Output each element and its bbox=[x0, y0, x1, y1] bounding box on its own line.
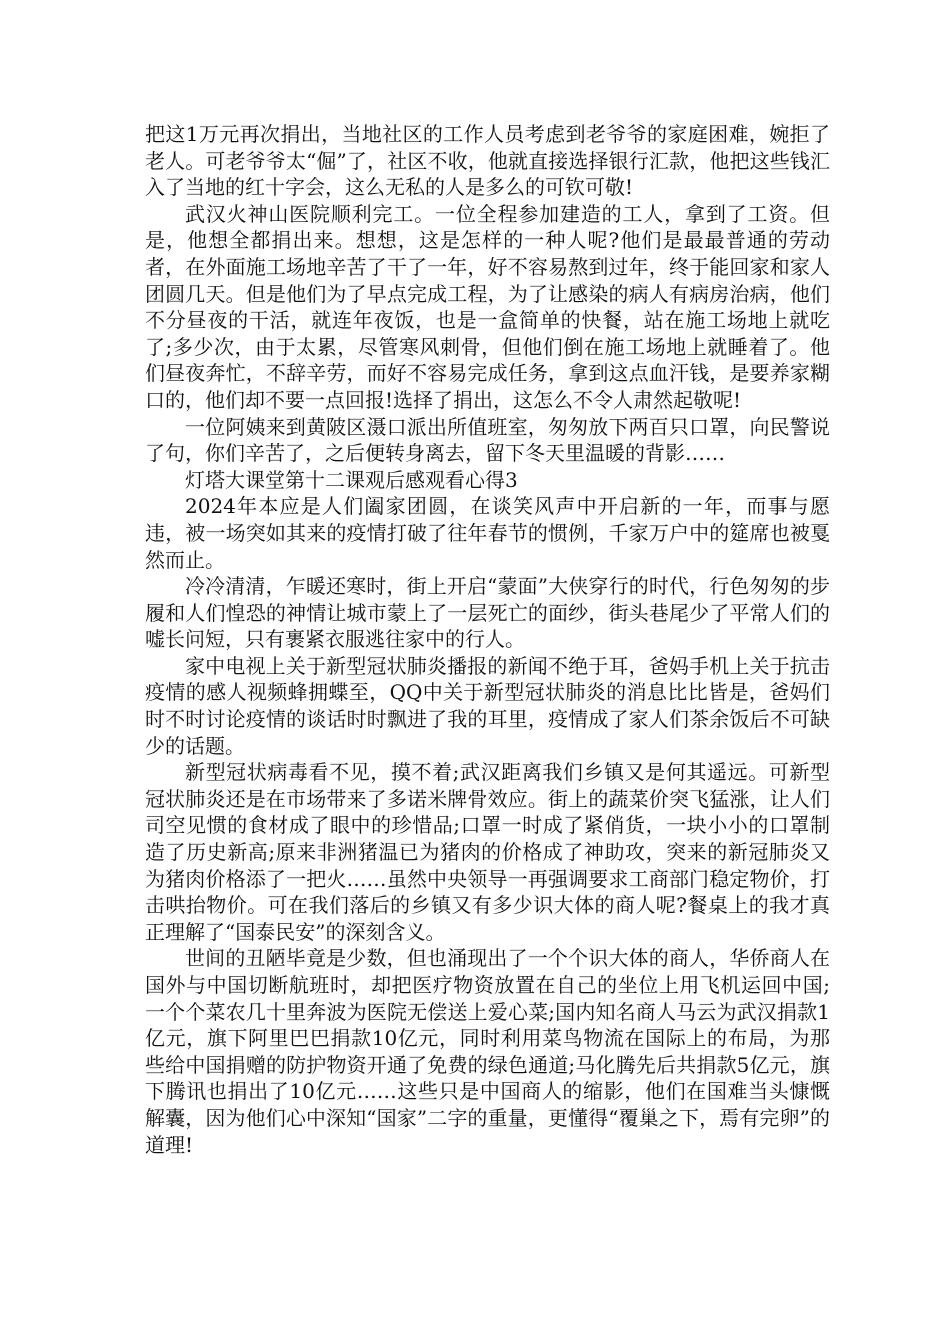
paragraph-7: 新型冠状病毒看不见，摸不着;武汉距离我们乡镇又是何其遥远。可新型冠状肺炎还是在市场带来了多诺米牌骨效应。街上的蔬菜价突飞猛涨，让人们司空见惯的食材成了眼中的珍惜品;口罩一时成了紧俏货，一块小小的口罩制造了历史新高;原来非洲猪温已为猪肉的价格成了神助攻，突来的新冠肺炎又为猪肉价格添了一把火……虽然中央领导一再强调要求工商部门稳定物价，打击哄抬物价。可在我们落后的乡镇又有多少识大体的商人呢?餐桌上的我才真正理解了“国泰民安”的深刻含义。 bbox=[145, 760, 830, 944]
paragraph-6: 家中电视上关于新型冠状肺炎播报的新闻不绝于耳，爸妈手机上关于抗击疫情的感人视频蜂拥蝶至，QQ中关于新型冠状肺炎的消息比比皆是，爸妈们时不时讨论疫情的谈话时时飘进了我的耳里，疫情成了家人们茶余饭后不可缺少的话题。 bbox=[145, 653, 830, 758]
paragraph-1: 把这1万元再次捐出，当地社区的工作人员考虑到老爷爷的家庭困难，婉拒了老人。可老爷爷太“倔”了，社区不收，他就直接选择银行汇款，他把这些钱汇入了当地的红十字会，这么无私的人是多么的可钦可敬! bbox=[145, 122, 830, 200]
paragraph-8: 世间的丑陋毕竟是少数，但也涌现出了一个个识大体的商人，华侨商人在国外与中国切断航班时，却把医疗物资放置在自己的坐位上用飞机运回中国;一个个菜农几十里奔波为医院无偿送上爱心菜;国内知名商人马云为武汉捐款1亿元，旗下阿里巴巴捐款10亿元，同时利用菜鸟物流在国际上的布局，为那些给中国捐赠的防护物资开通了免费的绿色通道;马化腾先后共捐款5亿元，旗下腾讯也捐出了10亿元……这些只是中国商人的缩影，他们在国难当头慷慨解囊，因为他们心中深知“国家”二字的重量，更懂得“覆巢之下，焉有完卵”的道理! bbox=[145, 946, 830, 1157]
document-body bbox=[145, 121, 830, 1158]
paragraph-3: 一位阿姨来到黄陂区滠口派出所值班室，匆匆放下两百只口罩，向民警说了句，你们辛苦了，之后便转身离去，留下冬天里温暖的背影…… bbox=[145, 414, 830, 466]
paragraph-2: 武汉火神山医院顺利完工。一位全程参加建造的工人，拿到了工资。但是，他想全都捐出来。想想，这是怎样的一种人呢?他们是最最普通的劳动者，在外面施工场地辛苦了干了一年，好不容易熬到过年，终于能回家和家人团圆几天。但是他们为了早点完成工程，为了让感染的病人有病房治病，他们不分昼夜的干活，就连年夜饭，也是一盒简单的快餐，站在施工场地上就吃了;多少次，由于太累，尽管寒风刺骨，但他们倒在施工场地上就睡着了。他们昼夜奔忙，不辞辛劳，而好不容易完成任务，拿到这点血汗钱，是要养家糊口的，他们却不要一点回报!选择了捐出，这怎么不令人肃然起敬呢! bbox=[145, 201, 830, 412]
paragraph-5: 冷冷清清，乍暖还寒时，街上开启“蒙面”大侠穿行的时代，行色匆匆的步履和人们惶恐的神情让城市蒙上了一层死亡的面纱，街头巷尾少了平常人们的嘘长问短，只有裹紧衣服逃往家中的行人。 bbox=[145, 574, 830, 652]
paragraph-4: 2024年本应是人们阖家团圆，在谈笑风声中开启新的一年，而事与愿违，被一场突如其来的疫情打破了往年春节的惯例，千家万户中的筵席也被戛然而止。 bbox=[145, 494, 830, 572]
section-heading: 灯塔大课堂第十二课观后感观看心得3 bbox=[185, 467, 518, 492]
